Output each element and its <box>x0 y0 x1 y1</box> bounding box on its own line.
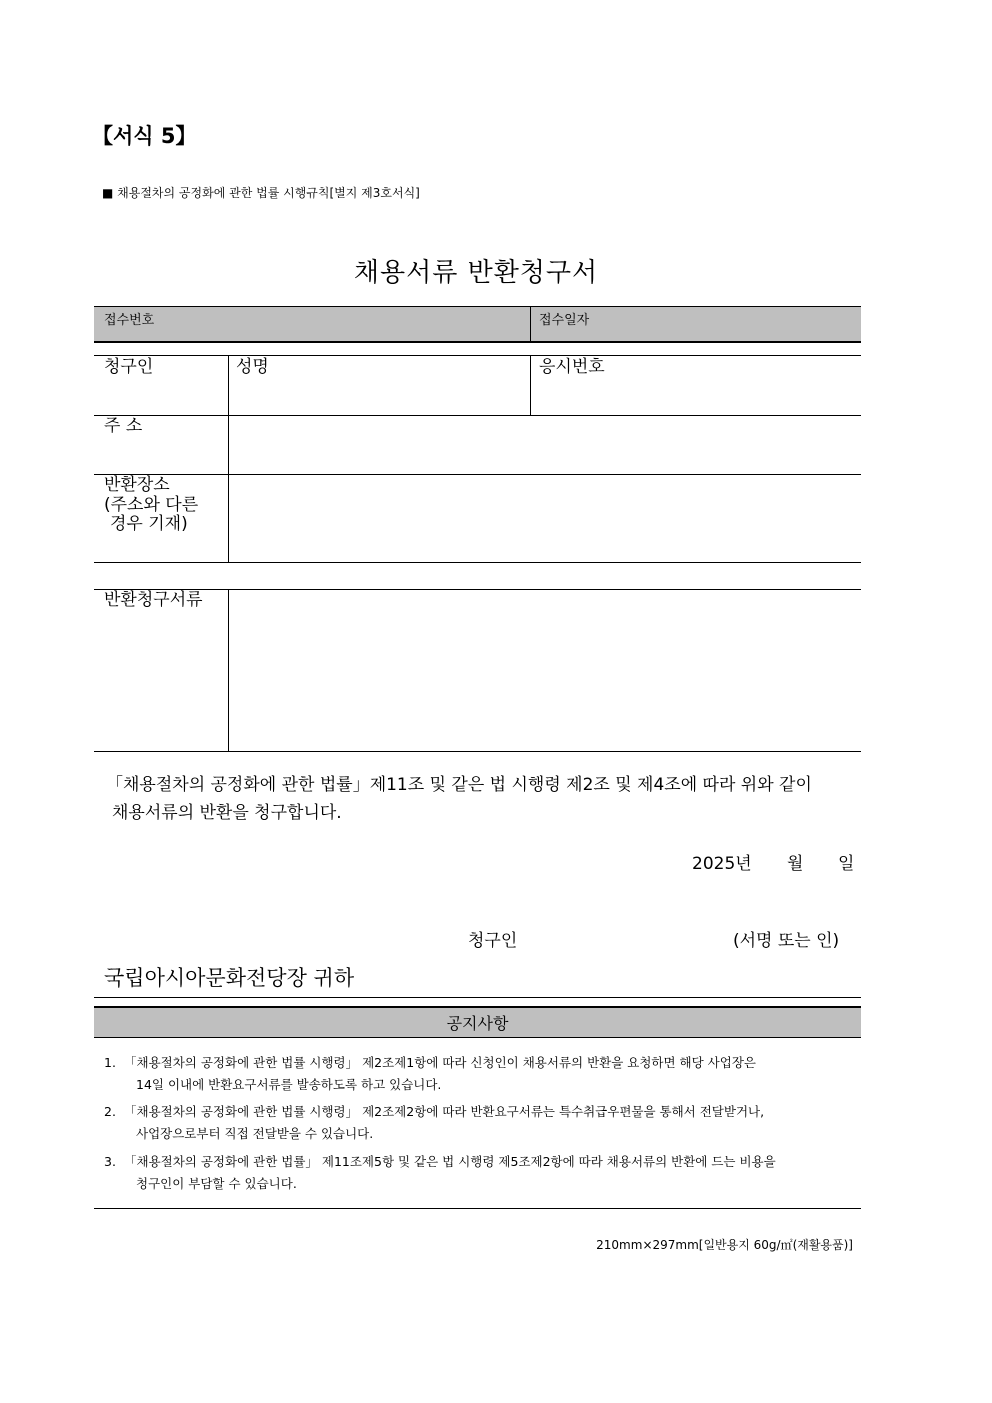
notice-item <box>104 1151 864 1195</box>
return-documents-field[interactable] <box>231 591 859 749</box>
notice-item-line2: 청구인이 부담할 수 있습니다. <box>136 1176 297 1191</box>
divider <box>228 589 229 751</box>
divider <box>94 415 861 416</box>
return-place-label-line2: (주소와 다른 <box>104 495 199 515</box>
legal-reference: ■ 채용절차의 공정화에 관한 법률 시행규칙[별지 제3호서식] <box>102 186 420 200</box>
name-field[interactable] <box>231 378 528 413</box>
receipt-row-background <box>94 306 861 341</box>
receipt-number-label: 접수번호 <box>104 313 155 328</box>
signature-hint: (서명 또는 인) <box>733 931 840 951</box>
divider <box>94 751 861 752</box>
form-number-label: 【서식 5】 <box>92 124 197 148</box>
statement-line2: 채용서류의 반환을 청구합니다. <box>112 803 342 823</box>
recipient: 국립아시아문화전당장 귀하 <box>104 966 355 990</box>
notice-item-line1: 「채용절차의 공정화에 관한 법률 시행령」 제2조제1항에 따라 신청인이 채용서류의 반환을 요청하면 해당 사업장은 <box>124 1055 756 1070</box>
return-place-field[interactable] <box>231 476 859 560</box>
divider <box>228 355 229 562</box>
divider <box>94 1208 861 1209</box>
notice-title: 공지사항 <box>446 1014 509 1033</box>
return-place-label-line3: 경우 기재) <box>110 514 188 534</box>
divider <box>94 306 861 307</box>
divider <box>94 562 861 563</box>
claimant-label: 청구인 <box>104 357 154 377</box>
notice-item-number: 3. <box>104 1154 116 1169</box>
divider <box>94 474 861 475</box>
notice-item <box>104 1052 864 1096</box>
address-field[interactable] <box>231 417 859 472</box>
divider <box>94 589 861 590</box>
exam-number-field[interactable] <box>533 378 859 413</box>
divider <box>94 1037 861 1038</box>
divider <box>94 997 861 998</box>
notice-item <box>104 1101 864 1145</box>
date-day: 일 <box>838 854 855 874</box>
statement-line1: 「채용절차의 공정화에 관한 법률」제11조 및 같은 법 시행령 제2조 및 제4조에 따라 위와 같이 <box>106 775 812 795</box>
notice-item-line2: 14일 이내에 반환요구서류를 발송하도록 하고 있습니다. <box>136 1077 442 1092</box>
divider <box>530 355 531 415</box>
notice-item-number: 1. <box>104 1055 116 1070</box>
signature-claimant-label: 청구인 <box>468 931 518 951</box>
document-title: 채용서류 반환청구서 <box>353 258 599 288</box>
divider <box>94 1006 861 1008</box>
notice-item-line1: 「채용절차의 공정화에 관한 법률 시행령」 제2조제2항에 따라 반환요구서류는 특수취급우편물을 통해서 전달받거나, <box>124 1104 765 1119</box>
name-label: 성명 <box>236 357 269 377</box>
return-documents-label: 반환청구서류 <box>104 590 203 610</box>
date-year: 2025년 <box>692 854 752 874</box>
return-place-label-line1: 반환장소 <box>104 475 170 495</box>
date-month: 월 <box>787 854 804 874</box>
notice-item-line2: 사업장으로부터 직접 전달받을 수 있습니다. <box>136 1126 374 1141</box>
divider <box>94 355 861 356</box>
notice-item-line1: 「채용절차의 공정화에 관한 법률」 제11조제5항 및 같은 법 시행령 제5조제2항에 따라 채용서류의 반환에 드는 비용을 <box>124 1154 776 1169</box>
exam-number-label: 응시번호 <box>539 357 605 377</box>
notice-item-number: 2. <box>104 1104 116 1119</box>
paper-spec: 210mm×297mm[일반용지 60g/㎡(재활용품)] <box>596 1238 853 1252</box>
address-label: 주 소 <box>104 416 143 436</box>
receipt-date-label: 접수일자 <box>539 313 590 328</box>
divider <box>94 341 861 343</box>
divider <box>530 306 531 342</box>
